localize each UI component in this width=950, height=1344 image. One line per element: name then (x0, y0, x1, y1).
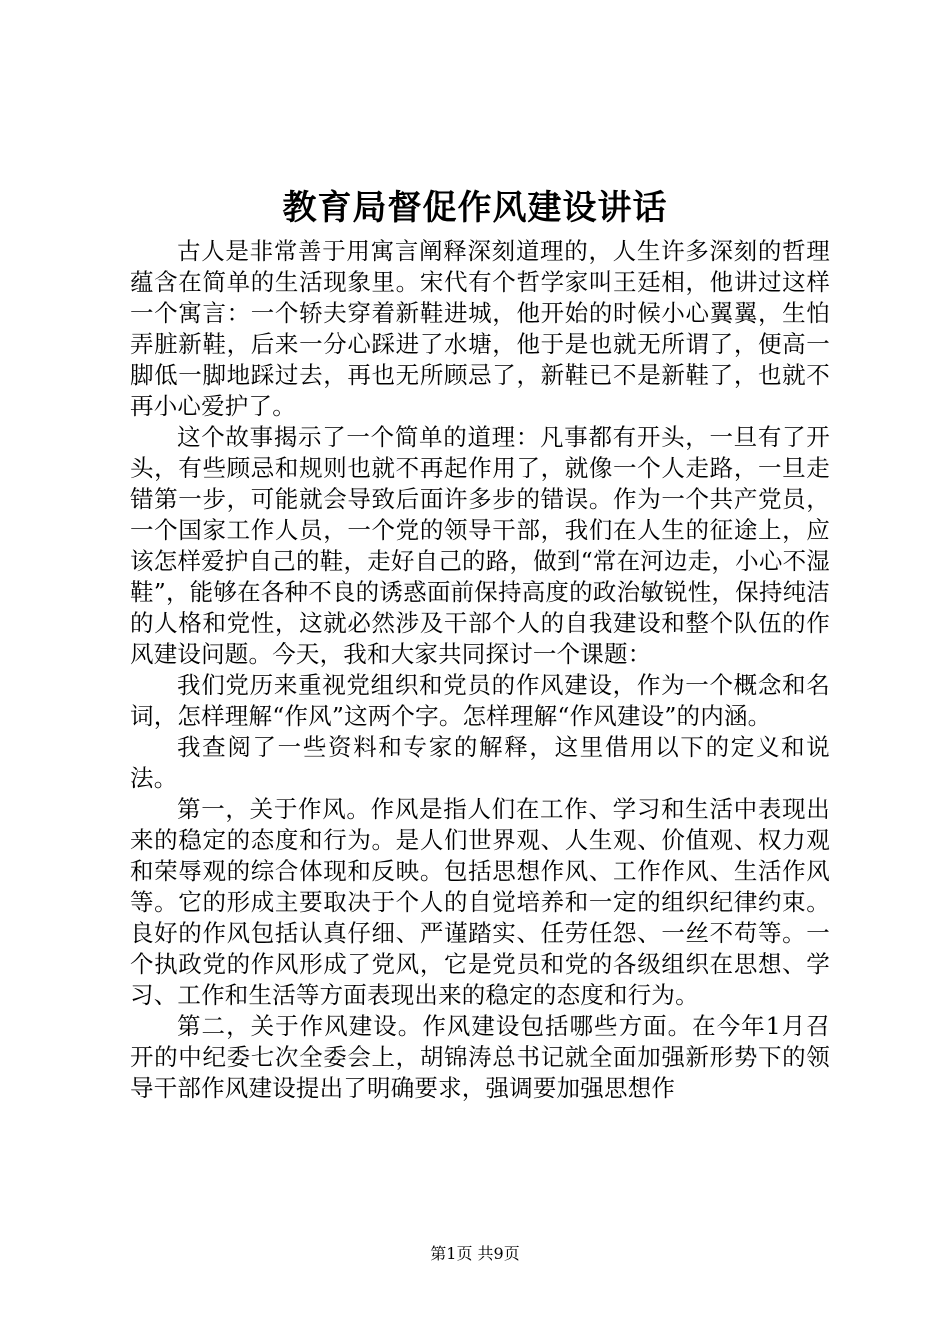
page-footer: 第1页 共9页 (430, 1244, 520, 1263)
paragraph: 我们党历来重视党组织和党员的作风建设，作为一个概念和名词，怎样理解“作风”这两个字。怎样理解“作风建设”的内涵。 (130, 671, 830, 730)
document-body (130, 236, 830, 1104)
paragraph: 我查阅了一些资料和专家的解释，这里借用以下的定义和说法。 (130, 733, 830, 792)
paragraph: 第一，关于作风。作风是指人们在工作、学习和生活中表现出来的稳定的态度和行为。是人们世界观、人生观、价值观、权力观和荣辱观的综合体现和反映。包括思想作风、工作作风、生活作风等。它的形成主要取决于个人的自觉培养和一定的组织纪律约束。良好的作风包括认真仔细、严谨踏实、任劳任怨、一丝不苟等。一个执政党的作风形成了党风，它是党员和党的各级组织在思想、学习、工作和生活等方面表现出来的稳定的态度和行为。 (130, 795, 830, 1009)
paragraph: 古人是非常善于用寓言阐释深刻道理的，人生许多深刻的哲理蕴含在简单的生活现象里。宋代有个哲学家叫王廷相，他讲过这样一个寓言：一个轿夫穿着新鞋进城，他开始的时候小心翼翼，生怕弄脏新鞋，后来一分心踩进了水塘，他于是也就无所谓了，便高一脚低一脚地踩过去，再也无所顾忌了，新鞋已不是新鞋了，也就不再小心爱护了。 (130, 237, 830, 420)
paragraph: 第二，关于作风建设。作风建设包括哪些方面。在今年1月召开的中纪委七次全委会上，胡锦涛总书记就全面加强新形势下的领导干部作风建设提出了明确要求，强调要加强思想作 (130, 1012, 830, 1102)
paragraph: 这个故事揭示了一个简单的道理：凡事都有开头，一旦有了开头，有些顾忌和规则也就不再起作用了，就像一个人走路，一旦走错第一步，可能就会导致后面许多步的错误。作为一个共产党员，一个国家工作人员，一个党的领导干部，我们在人生的征途上，应该怎样爱护自己的鞋，走好自己的路，做到“常在河边走，小心不湿鞋”，能够在各种不良的诱惑面前保持高度的政治敏锐性，保持纯洁的人格和党性，这就必然涉及干部个人的自我建设和整个队伍的作风建设问题。今天，我和大家共同探讨一个课题： (130, 423, 830, 668)
document-title: 教育局督促作风建设讲话 (282, 188, 668, 228)
